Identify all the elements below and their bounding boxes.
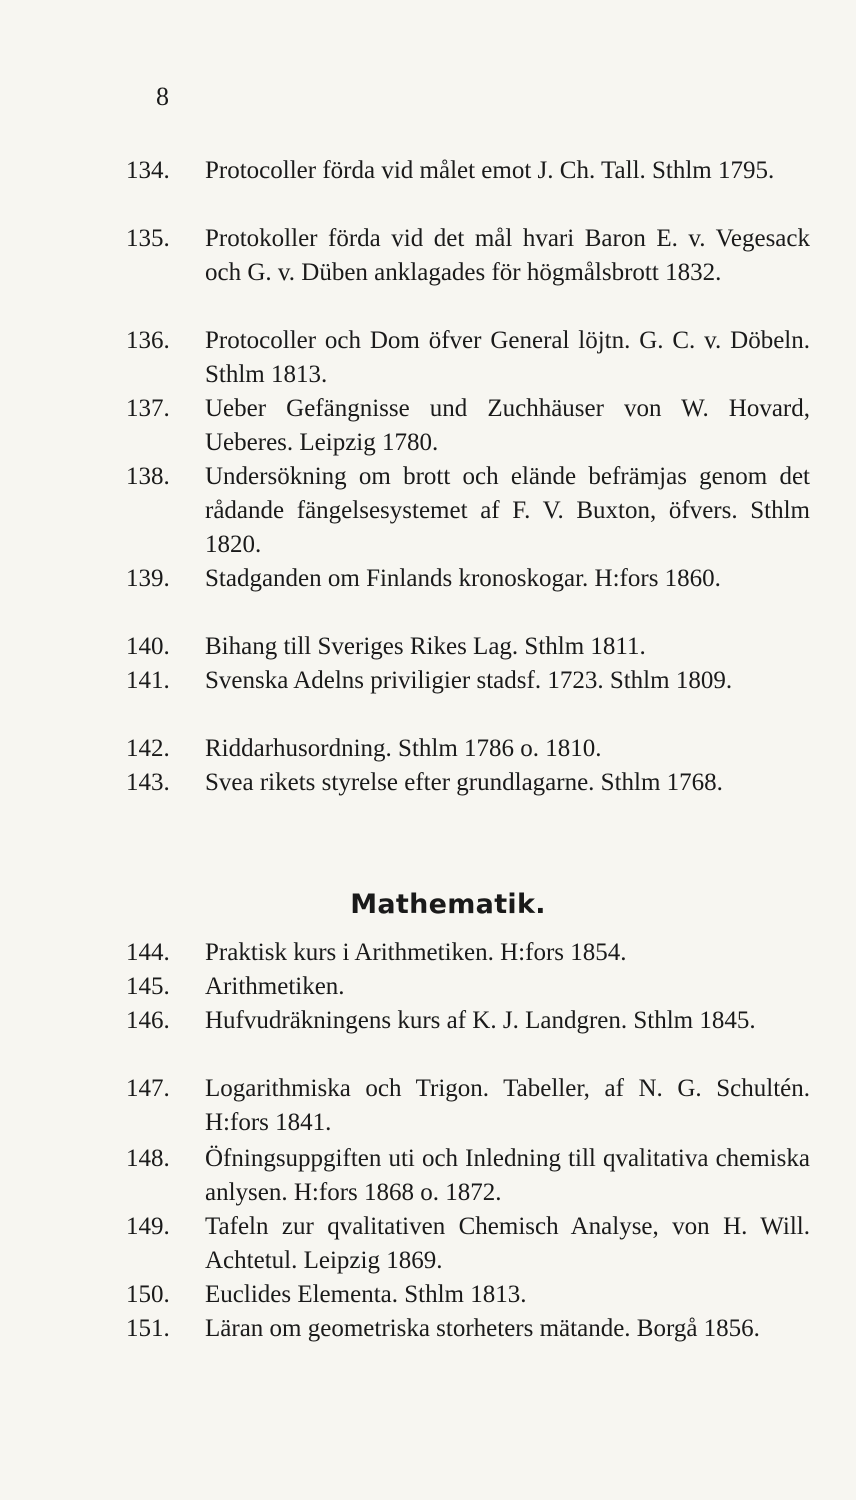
entry-text: Tafeln zur qvalitativen Chemisch Analyse, von H. Will. Achtetul. Leipzig 1869. (205, 1213, 810, 1274)
entry-text: Euclides Elementa. Sthlm 1813. (205, 1281, 527, 1308)
page-number: 8 (156, 82, 169, 111)
entry-text: Läran om geometriska storheters mätande. Borgå 1856. (205, 1315, 760, 1342)
entry-number: 148. (126, 1145, 170, 1172)
entry-number: 147. (126, 1075, 170, 1102)
entry-number: 140. (126, 633, 170, 660)
entry-number: 151. (126, 1315, 170, 1342)
entry-number: 139. (126, 565, 170, 592)
entry-number: 135. (126, 225, 170, 252)
entry-number: 137. (126, 395, 170, 422)
entry-text: Protocoller och Dom öfver General löjtn. G. C. v. Döbeln. Sthlm 1813. (205, 327, 810, 388)
entry-number: 144. (126, 939, 170, 966)
section-heading: Mathematik. (350, 889, 546, 920)
entry-text: Ueber Gefängnisse und Zuchhäuser von W. Hovard, Ueberes. Leipzig 1780. (205, 395, 810, 456)
entry-text: Bihang till Sveriges Rikes Lag. Sthlm 1811. (205, 633, 646, 660)
entry-text: Öfningsuppgiften uti och Inledning till qvalitativa chemiska anlysen. H:fors 1868 o. 1872. (205, 1145, 810, 1206)
entry-text: Svenska Adelns priviligier stadsf. 1723. Sthlm 1809. (205, 667, 733, 694)
entry-number: 138. (126, 463, 170, 490)
entry-number: 143. (126, 769, 170, 796)
entry-text: Riddarhusordning. Sthlm 1786 o. 1810. (205, 735, 602, 762)
entry-number: 141. (126, 667, 170, 694)
entry-text: Hufvudräkningens kurs af K. J. Landgren. Sthlm 1845. (205, 1007, 756, 1034)
entry-number: 142. (126, 735, 170, 762)
entry-text: Logarithmiska och Trigon. Tabeller, af N. G. Schultén. H:fors 1841. (205, 1075, 810, 1136)
entry-text: Stadganden om Finlands kronoskogar. H:fors 1860. (205, 565, 721, 592)
entry-number: 146. (126, 1007, 170, 1034)
entry-text: Protokoller förda vid det mål hvari Baron E. v. Vegesack och G. v. Düben anklagades för högmålsbrott 1832. (205, 225, 810, 286)
entry-text: Arithmetiken. (205, 973, 345, 1000)
entry-number: 134. (126, 157, 170, 184)
entry-text: Undersökning om brott och elände befrämjas genom det rådande fängelsesystemet af F. V. Buxton, öfvers. Sthlm 1820. (205, 463, 810, 558)
entry-text: Protocoller förda vid målet emot J. Ch. Tall. Sthlm 1795. (205, 157, 775, 184)
entry-text: Svea rikets styrelse efter grundlagarne. Sthlm 1768. (205, 769, 723, 796)
entry-number: 145. (126, 973, 170, 1000)
entry-number: 149. (126, 1213, 170, 1240)
entry-number: 150. (126, 1281, 170, 1308)
entry-number: 136. (126, 327, 170, 354)
entry-text: Praktisk kurs i Arithmetiken. H:fors 1854. (205, 939, 627, 966)
